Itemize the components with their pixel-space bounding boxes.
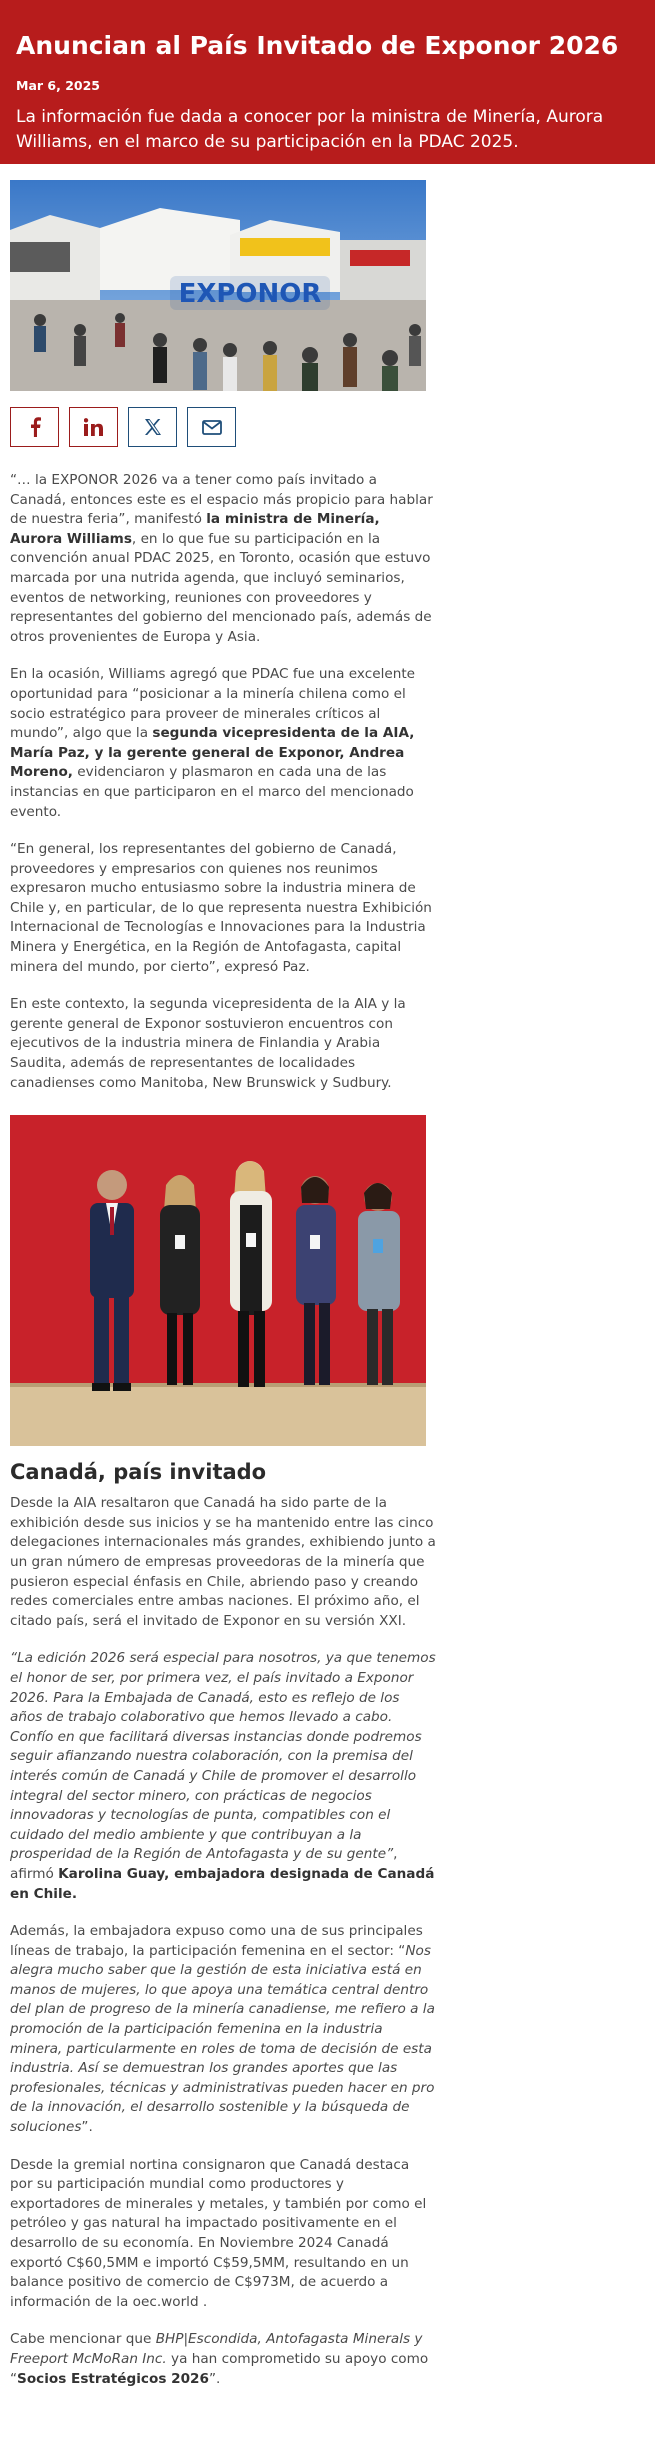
exponor-sign [170, 276, 330, 310]
article-body [10, 471, 436, 2389]
linkedin-icon [84, 418, 104, 436]
share-buttons [10, 407, 436, 447]
section-title: Canadá, país invitado [10, 1460, 267, 1485]
paragraph-6: “La edición 2026 será especial para nosotros, ya que tenemos el honor de ser, por primera vez, el país invitado a Exponor 2026. Para la Embajada de Canadá, esto es reflejo de los años de trabajo colaborativo que hemos llevado a cabo. Confío en que facilitará diversas instancias donde podremos seguir afianzando nuestra colaboración, con la premisa del interés común de Canadá y Chile de promover el desarrollo integral del sector minero, con prácticas de negocios innovadoras y tecnologías de punta, compatibles con el cuidado del medio ambiente y que contribuyan a la prosperidad de la Región de Antofagasta y de su gente”, afirmó Karolina Guay, embajadora designada de Canadá en Chile. [10, 1650, 436, 1902]
publish-date: Mar 6, 2025 [16, 78, 100, 93]
article-lead: La información fue dada a conocer por la ministra de Minería, Aurora Williams, en el marco de su participación en la PDAC 2025. [16, 107, 604, 152]
exponor-expo-photo [10, 180, 426, 391]
article-content [10, 180, 436, 2389]
share-linkedin-button[interactable] [69, 407, 118, 447]
envelope-icon [202, 420, 222, 435]
share-email-button[interactable] [187, 407, 236, 447]
paragraph-9: Cabe mencionar que BHP|Escondida, Antofagasta Minerals y Freeport McMoRan Inc. ya han comprometido su apoyo como “Socios Estratégicos 2026”. [10, 2331, 429, 2387]
share-facebook-button[interactable] [10, 407, 59, 447]
paragraph-7: Además, la embajadora expuso como una de sus principales líneas de trabajo, la participación femenina en el sector: “Nos alegra mucho saber que la gestión de esta iniciativa está en manos de mujeres, lo que apoya una temática central dentro del plan de progreso de la minería canadiense, me refiero a la promoción de la participación femenina en la industria minera, particularmente en roles de toma de decisión de esta industria. Así se demuestran los grandes aportes que las profesionales, técnicas y administrativas pueden hacer en pro de la innovación, el desarrollo sostenible y la búsqueda de soluciones”. [10, 1923, 435, 2136]
facebook-icon [28, 417, 42, 437]
article-header [0, 0, 655, 164]
paragraph-3: “En general, los representantes del gobierno de Canadá, proveedores y empresarios con quienes nos reunimos expresaron mucho entusiasmo sobre la industria minera de Chile y, en particular, de lo que representa nuestra Exhibición Internacional de Tecnologías e Innovaciones para la Industria Minera y Energética, en la Región de Antofagasta, capital minera del mundo, por cierto”, expresó Paz. [10, 841, 432, 975]
article-title: Anuncian al País Invitado de Exponor 2026 [16, 31, 619, 60]
paragraph-5: Desde la AIA resaltaron que Canadá ha sido parte de la exhibición desde sus inicios y se ha mantenido entre las cinco delegaciones internacionales más grandes, exhibiendo junto a un gran número de empresas proveedoras de la minería que pusieron especial énfasis en Chile, abriendo paso y creando redes comerciales entre ambas naciones. El próximo año, el citado país, será el invitado de Exponor en su versión XXI. [10, 1495, 436, 1629]
paragraph-8: Desde la gremial nortina consignaron que Canadá destaca por su participación mundial como productores y exportadores de minerales y metales, y también por como el petróleo y gas natural ha impactado positivamente en el desarrollo de su economía. En Noviembre 2024 Canadá exportó C$60,5MM e importó C$59,5MM, resultando en un balance positivo de comercio de C$973M, de acuerdo a información de la oec.world . [10, 2156, 427, 2310]
share-x-button[interactable] [128, 407, 177, 447]
paragraph-4: En este contexto, la segunda vicepresidenta de la AIA y la gerente general de Exponor sostuvieron encuentros con ejecutivos de la industria minera de Finlandia y Arabia Saudita, además de representantes de localidades canadienses como Manitoba, New Brunswick y Sudbury. [10, 996, 406, 1091]
x-icon [144, 418, 162, 436]
svg-text:EXPONOR: EXPONOR [178, 279, 322, 309]
group-photo [10, 1115, 426, 1446]
paragraph-1: “… la EXPONOR 2026 va a tener como país invitado a Canadá, entonces este es el espacio más propicio para hablar de nuestra feria”, manifestó la ministra de Minería, Aurora Williams, en lo que fue su participación en la convención anual PDAC 2025, en Toronto, ocasión que estuvo marcada por una nutrida agenda, que incluyó seminarios, eventos de networking, reuniones con proveedores y representantes del gobierno del mencionado país, además de otros provenientes de Europa y Asia. [10, 472, 433, 645]
paragraph-2: En la ocasión, Williams agregó que PDAC fue una excelente oportunidad para “posicionar a la minería chilena como el socio estratégico para proveer de minerales críticos al mundo”, algo que la segunda vicepresidenta de la AIA, María Paz, y la gerente general de Exponor, Andrea Moreno, evidenciaron y plasmaron en cada una de las instancias en que participaron en el marco del mencionado evento. [10, 666, 416, 820]
